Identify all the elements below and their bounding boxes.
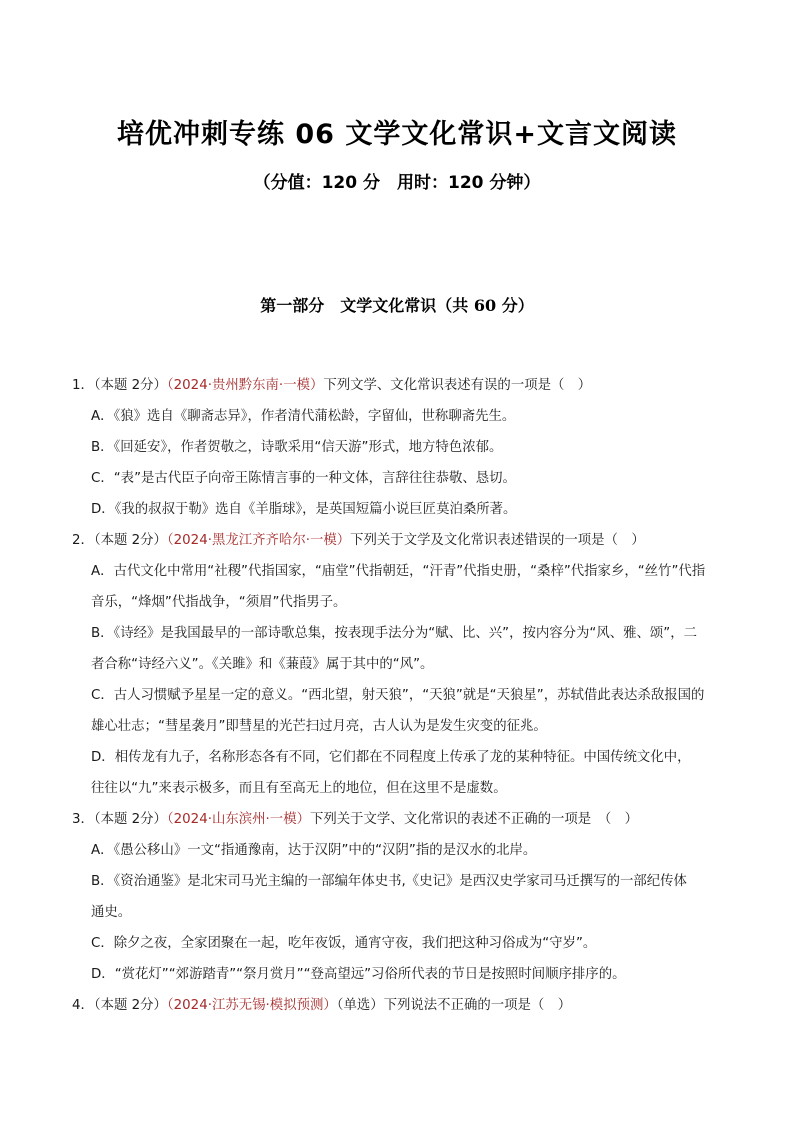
question-2-option-d-line1 [72,742,732,773]
option-letter: A． [91,843,114,858]
page-subtitle: （分值：120 分 用时：120 分钟） [253,173,541,193]
option-letter: D． [91,967,115,982]
question-2-option-c-line1 [72,680,732,711]
option-text: 《愚公移山》一文“指通豫南，达于汉阴”中的“汉阴”指的是汉水的北岸。 [113,843,537,858]
option-text: 相传龙有九子，名称形态各有不同，它们都在不同程度上传承了龙的某种特征。中国传统文化中， [114,750,691,765]
option-letter: B． [91,440,114,455]
question-text: 下列关于文学及文化常识表述错误的一项是（ ） [350,533,645,548]
question-list [72,370,732,1021]
question-2-option-d-line2: 往往以“九”来表示极多，而且有至高无上的地位，但在这里不是虚数。 [91,781,507,796]
option-text: 《资治通鉴》是北宋司马光主编的一部编年体史书,《史记》是西汉史学家司马迁撰写的一部纪传体 [113,874,687,889]
option-text: 《回延安》，作者贺敬之，诗歌采用“信天游”形式，地方特色浓郁。 [113,440,503,455]
question-meta: （本题 2分） [93,378,167,393]
question-meta: （本题 2分） [93,998,167,1013]
question-2-option-a-line2: 音乐，“烽烟”代指战争，“须眉”代指男子。 [91,595,347,610]
question-number: 4． [72,998,94,1013]
option-text: 除夕之夜，全家团聚在一起，吃年夜饭，通宵守夜，我们把这种习俗成为“守岁”。 [113,936,597,951]
question-3-option-b-line1 [72,866,732,897]
question-1-stem [72,370,732,401]
question-3-option-d [72,959,732,990]
question-number: 1． [72,378,94,393]
option-letter: C． [91,688,114,703]
question-meta: （本题 2分） [93,533,167,548]
question-number: 2． [72,533,94,548]
option-text: “赏花灯”“郊游踏青”“祭月赏月”“登高望远”习俗所代表的节日是按照时间顺序排序的。 [114,967,626,982]
question-source: （2024·江苏无锡·模拟预测） [166,998,337,1013]
question-3-stem [72,804,732,835]
option-letter: B． [91,874,114,889]
question-3-option-b-line2: 通史。 [91,905,132,920]
option-letter: D． [91,502,115,517]
section-title: 第一部分 文学文化常识（共 60 分） [260,296,534,315]
question-text: 下列关于文学、文化常识的表述不正确的一项是 （ ） [309,812,639,827]
question-2-stem [72,525,732,556]
option-text: “表”是古代臣子向帝王陈情言事的一种文体，言辞往往恭敬、恳切。 [113,471,516,486]
question-1-option-d [72,494,732,525]
question-2-option-a-line1 [72,556,732,587]
question-meta: （本题 2分） [93,812,167,827]
option-letter: A． [91,409,114,424]
question-source: （2024·黑龙江齐齐哈尔·一模） [166,533,351,548]
option-text: 《狼》选自《聊斋志异》，作者清代蒲松龄，字留仙，世称聊斋先生。 [113,409,516,424]
question-2-option-b-line2: 者合称“诗经六义”。《关雎》和《蒹葭》属于其中的“风”。 [91,657,434,672]
question-1-option-c [72,463,732,494]
option-text: 《诗经》是我国最早的一部诗歌总集，按表现手法分为“赋、比、兴”，按内容分为“风、雅、颂”，二 [113,626,698,641]
question-3-option-c [72,928,732,959]
question-source: （2024·山东滨州·一模） [166,812,310,827]
option-text: 古代文化中常用“社稷”代指国家，“庙堂”代指朝廷，“汗青”代指史册，“桑梓”代指家乡，“丝竹”代指 [113,564,706,579]
question-number: 3． [72,812,94,827]
option-text: 古人习惯赋予星星一定的意义。“西北望，射天狼”，“天狼”就是“天狼星”，苏轼借此表达杀敌报国的 [113,688,705,703]
option-letter: B． [91,626,114,641]
question-4-stem [72,990,732,1021]
option-letter: C． [91,936,114,951]
question-1-option-b [72,432,732,463]
question-text: 下列文学、文化常识表述有误的一项是（ ） [323,378,592,393]
page-title: 培优冲刺专练 06 文学文化常识+文言文阅读 [117,119,677,150]
option-letter: D． [91,750,115,765]
option-letter: A． [91,564,114,579]
question-3-option-a [72,835,732,866]
question-source: （2024·贵州黔东南·一模） [166,378,324,393]
option-text: 《我的叔叔于勒》选自《羊脂球》，是英国短篇小说巨匠莫泊桑所著。 [114,502,517,517]
question-text: （单选）下列说法不正确的一项是（ ） [336,998,572,1013]
question-1-option-a [72,401,732,432]
question-2-option-b-line1 [72,618,732,649]
question-2-option-c-line2: 雄心壮志；“彗星袭月”即彗星的光芒扫过月亮，古人认为是发生灾变的征兆。 [91,719,547,734]
option-letter: C． [91,471,114,486]
